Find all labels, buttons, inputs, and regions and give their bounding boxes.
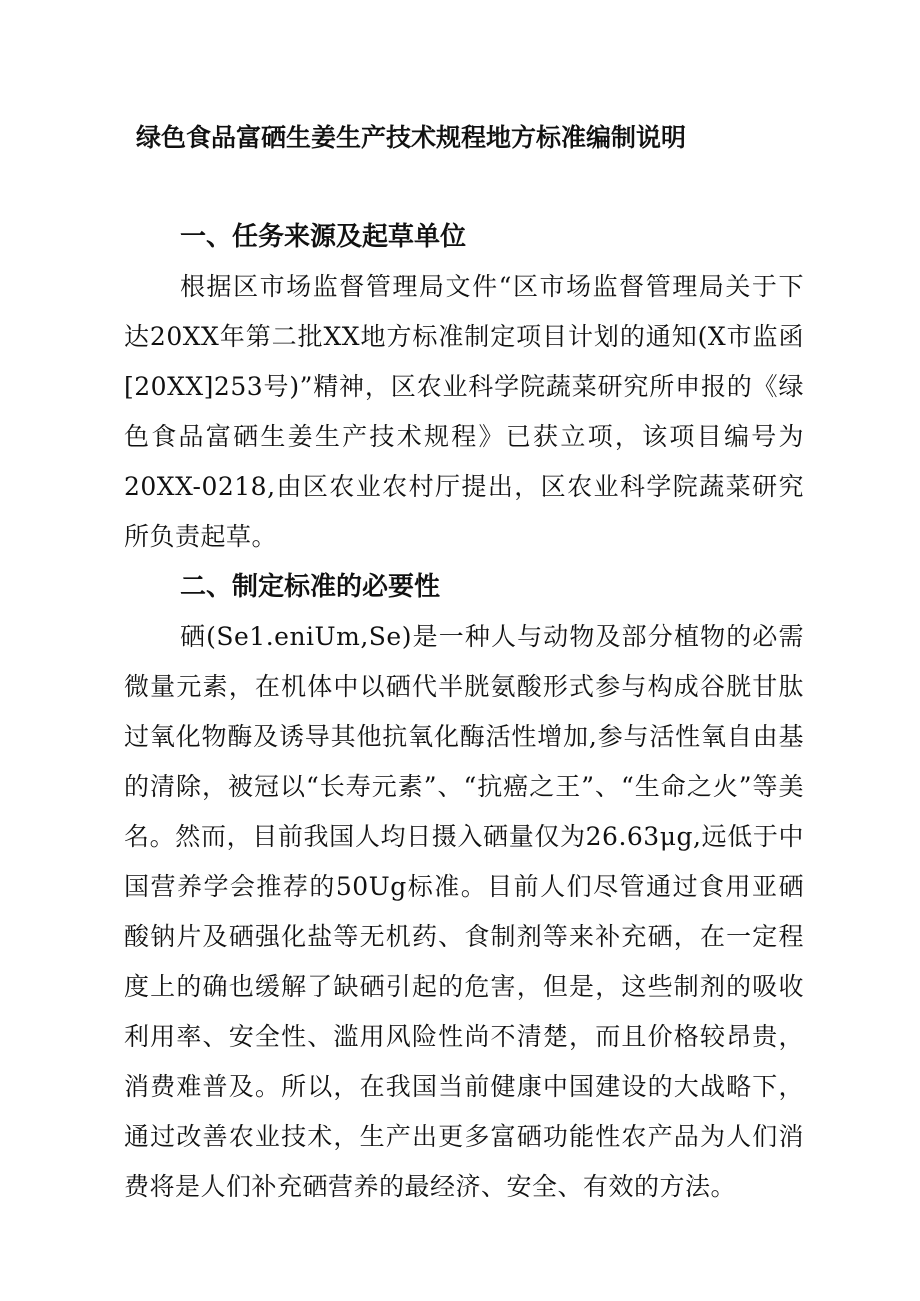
section-paragraph-task-source: 根据区市场监督管理局文件“区市场监督管理局关于下达20XX年第二批XX地方标准制定项目计划的通知(X市监函[20XX]253号)”精神，区农业科学院蔬菜研究所申报的《绿色食品富硒生姜生产技术规程》已获立项，该项目编号为20XX-0218,由区农业农村厅提出，区农业科学院蔬菜研究所负责起草。 [124, 272, 804, 551]
section-heading-necessity: 二、制定标准的必要性 [180, 572, 441, 602]
section-paragraph-necessity: 硒(Se1.eniUm,Se)是一种人与动物及部分植物的必需微量元素，在机体中以硒代半胱氨酸形式参与构成谷胱甘肽过氧化物酶及诱导其他抗氧化酶活性增加,参与活性氧自由基的清除，被冠以“长寿元素”、“抗癌之王”、“生命之火”等美名。然而，目前我国人均日摄入硒量仅为26.63μg,远低于中国营养学会推荐的50Ug标准。目前人们尽管通过食用亚硒酸钠片及硒强化盐等无机药、食制剂等来补充硒，在一定程度上的确也缓解了缺硒引起的危害，但是，这些制剂的吸收利用率、安全性、滥用风险性尚不清楚，而且价格较昂贵，消费难普及。所以，在我国当前健康中国建设的大战略下，通过改善农业技术，生产出更多富硒功能性农产品为人们消费将是人们补充硒营养的最经济、安全、有效的方法。 [124, 622, 804, 1201]
section-necessity [124, 562, 804, 1212]
section-task-source [124, 212, 804, 562]
section-heading-task-source: 一、任务来源及起草单位 [180, 222, 467, 252]
document-body [124, 212, 804, 1212]
document-title: 绿色食品富硒生姜生产技术规程地方标准编制说明 [136, 123, 687, 152]
